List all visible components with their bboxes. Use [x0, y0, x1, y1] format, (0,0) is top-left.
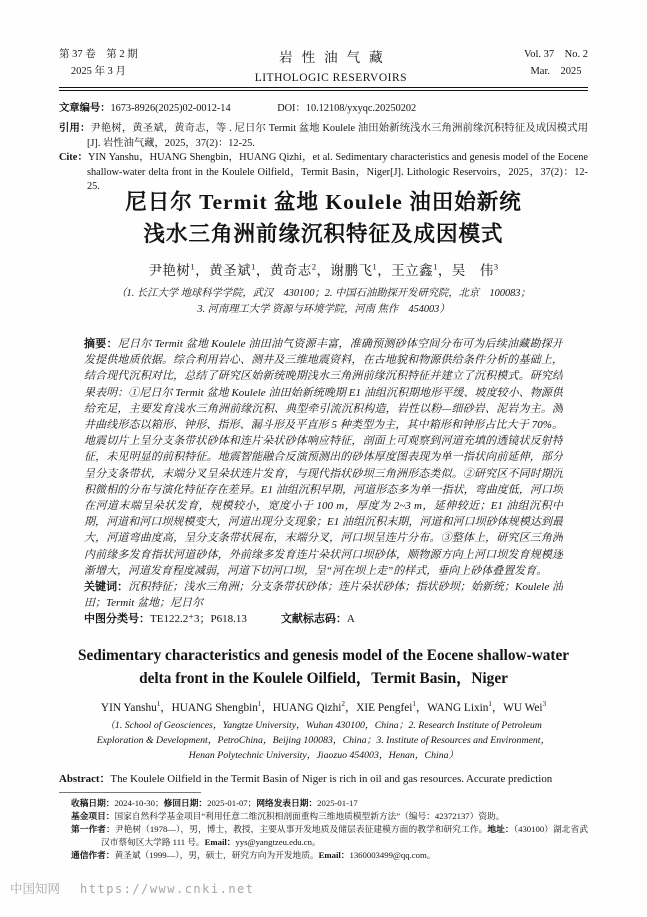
abstract-text: 尼日尔 Termit 盆地 Koulele 油田油气资源丰富，准确预测砂体空间分布可为后续油藏勘探开发提供地质依据。综合利用岩心、测井及三维地震资料，在古地貌和物源供给条件分析的基础上，结合现代沉积对比，总结了研究区始新统晚期浅水三角洲前缘沉积特征并建立了沉积模式。研究结果表明：①尼日尔 Termit 盆地 Koulele 油田始新统晚期 E1 油组沉积期地形平缓、坡度较小、物源供给充足，主要发育浅水三角洲前缘沉积、典型牵引流沉积构造，岩性以粉—细砂岩、泥岩为主。测井曲线形态以箱形、钟形、指形、漏斗形及平直形 5 种类型为主，其中箱形和钟形占比大于 70%。地震切片上呈分支条带状砂体和连片朵状砂体响应特征，剖面上可观察到河道充填的透镜状反射特征，未见明显的前积特征。地震智能融合反演预测出的砂体厚度图表现为单一指状向前延伸，部分呈分支条带状，末端分叉呈朵状连片发育，与现代指状砂坝三角洲形态类似。②研究区不同时期沉积微相的分布与演化特征存在差异。E1 油组沉积早期，河道形态多为单一指状，弯曲度低，河口坝在河道末端呈朵状发育，规模较小，宽度小于 100 m，厚度为 2~3 m，延伸较近；E1 油组沉积中期，河道和河口坝规模变大，河道出现分支现象；E1 油组沉积末期，河道和河口坝砂体规模达到最大，河道弯曲度高，呈分支条带状展布，末端分叉，河口坝呈连片分布。③整体上，研究区三角洲内前缘多发育指状河道砂体，外前缘多发育连片朵状河口坝砂体，顺物源方向上河口坝发育规模逐渐增大，河道发育程度减弱，河道下切河口坝，呈“河在坝上走”的样式，垂向上砂体叠置发育。: [84, 338, 563, 577]
address-label: 地址：: [487, 824, 514, 835]
citation-cn-label: 引用：: [59, 123, 91, 134]
footnotes: [71, 797, 588, 862]
footnote-fund: [71, 810, 588, 823]
header-divider: [59, 87, 588, 91]
affiliation-en-line: Henan Polytechnic University，Jiaozuo 454003，Henan，China）: [188, 749, 459, 761]
author-affil-superscript: 2: [311, 262, 317, 272]
volume-issue-cn: 第 37 卷 第 2 期: [59, 49, 138, 60]
affiliation-cn-line: 3. 河南理工大学 资源与环境学院，河南 焦作 454003）: [197, 304, 450, 316]
email-text: 1360003499@qq.com。: [349, 850, 436, 861]
first-author-label: 第一作者：: [71, 824, 115, 835]
affiliation-en-line: （1. School of Geosciences，Yangtze University，Wuhan 430100，China；2. Research Institute of Petroleum: [105, 720, 542, 731]
abstract-en-text: The Koulele Oilfield in the Termit Basin of Niger is rich in oil and gas resources. Accurate prediction: [110, 773, 553, 785]
abstract-en-label: Abstract：: [59, 773, 111, 785]
first-author-text: 尹艳树（1978—），男，博士，教授，主要从事开发地质及储层表征建模方面的教学和研究工作。: [114, 824, 488, 835]
revised-date-label: 修回日期：: [163, 798, 208, 808]
header-left: [59, 47, 138, 81]
author-en: HUANG Qizhi$^2$，: [272, 700, 357, 714]
abstract-en: [59, 770, 588, 786]
author-en: WANG Lixin$^1$，: [427, 700, 504, 714]
author-cn: 吴 伟$^3$: [451, 262, 499, 278]
author-cn: 尹艳树$^1$，: [148, 262, 210, 278]
article-meta-row: [59, 99, 588, 114]
doi-label: DOI：: [277, 103, 306, 114]
doc-code-value: A: [346, 613, 355, 626]
received-date: 2024-10-30；: [114, 798, 164, 808]
keywords-cn: [84, 579, 563, 611]
journal-title-cn: 岩性油气藏: [279, 50, 392, 65]
article-title-cn-line1: 尼日尔 Termit 盆地 Koulele 油田始新统: [125, 190, 522, 214]
citation-en-text: YIN Yanshu，HUANG Shengbin，HUANG Qizhi，et al. Sedimentary characteristics and genesis model of the Eocene shallow-water delta front in the Koulele Oilfield，Termit Basin，Niger[J]. Lithologic Reservoirs，2025，37(2)：12-25.: [87, 152, 588, 193]
author-affil-superscript: 1: [372, 262, 378, 272]
header-center: [255, 47, 407, 87]
article-title-cn: [0, 186, 647, 251]
header-right: [524, 47, 588, 81]
clc-value: TE122.2⁺3；P618.13: [150, 613, 247, 626]
watermark-url: https://www.cnki.net: [80, 882, 255, 896]
doi-value: 10.12108/yxyqc.20250202: [305, 103, 417, 114]
author-affil-superscript: 1: [190, 262, 196, 272]
email-text: yys@yangtzeu.edu.cn。: [235, 837, 321, 848]
author-affil-superscript: 1: [156, 700, 161, 709]
author-affil-superscript: 2: [341, 700, 345, 709]
author-affil-superscript: 1: [433, 262, 438, 272]
online-date: 2025-01-17: [317, 798, 358, 808]
corresponding-author-text: 黄圣斌（1999—），男，硕士，研究方向为开发地质。: [114, 850, 319, 861]
article-title-en-line1: Sedimentary characteristics and genesis model of the Eocene shallow-water: [77, 647, 570, 664]
author-en: WU Wei$^3$: [503, 700, 547, 714]
date-en: Mar. 2025: [530, 65, 582, 77]
author-cn: 谢鹏飞$^1$，: [330, 262, 392, 278]
author-affil-superscript: 1: [251, 262, 256, 272]
affiliation-en-line: Exploration & Development，PetroChina，Beijing 100083，China；3. Institute of Resources and Environment，: [96, 734, 551, 746]
author-affil-superscript: 1: [257, 700, 262, 709]
volume-issue-en: Vol. 37 No. 2: [524, 49, 588, 60]
journal-title-en: LITHOLOGIC RESERVOIRS: [254, 71, 408, 84]
watermark-cnki-text: 中国知网: [10, 882, 61, 896]
doc-code-label: 文献标志码：: [280, 613, 347, 626]
article-title-cn-line2: 浅水三角洲前缘沉积特征及成因模式: [143, 222, 504, 247]
authors-en: [0, 699, 647, 715]
author-cn: 王立鑫$^1$，: [391, 262, 452, 278]
footnote-corresponding: [71, 849, 588, 862]
cnki-watermark: [10, 879, 255, 897]
received-date-label: 收稿日期：: [71, 798, 115, 808]
author-affil-superscript: 1: [488, 700, 492, 709]
affiliations-cn: [0, 286, 647, 319]
author-en: HUANG Shengbin$^1$，: [171, 700, 273, 714]
author-cn: 黄圣斌$^1$，: [209, 262, 270, 278]
email-label: Email：: [318, 850, 350, 861]
clc-label: 中图分类号：: [84, 613, 150, 626]
affiliation-cn-line: （1. 长江大学 地球科学学院，武汉 430100；2. 中国石油勘探开发研究院，北京 100083；: [116, 288, 531, 299]
clc-row: [84, 611, 563, 627]
footnote-first-author: [71, 823, 588, 849]
author-cn: 黄奇志$^2$，: [269, 262, 331, 278]
citation-block: [59, 122, 588, 195]
corresponding-author-label: 通信作者：: [71, 850, 115, 861]
author-affil-superscript: 3: [493, 262, 499, 272]
author-affil-superscript: 1: [412, 700, 416, 709]
address-text: （430100）湖北省武汉市蔡甸区大学路 111 号。: [101, 824, 589, 848]
abstract-label: 摘要：: [84, 338, 118, 350]
keywords-text: 沉积特征；浅水三角洲；分支条带状砂体；连片朵状砂体；指状砂坝；始新统；Koulele 油田；Termit 盆地；尼日尔: [84, 581, 563, 610]
abstract-block: [84, 336, 563, 628]
article-title-en-line2: delta front in the Koulele Oilfield，Termit Basin，Niger: [139, 669, 508, 687]
abstract-cn: [84, 336, 563, 579]
citation-en-label: Cite：: [59, 152, 88, 164]
fund-text: 国家自然科学基金项目“利用任意二维沉积相剖面重构三维地质模型新方法”（编号：42372137）资助。: [114, 811, 505, 822]
fund-label: 基金项目：: [71, 811, 115, 822]
citation-cn: [59, 122, 588, 151]
authors-cn: [0, 259, 647, 279]
footnote-divider: [59, 792, 201, 793]
article-number-label: 文章编号：: [59, 103, 111, 114]
email-label: Email：: [204, 837, 236, 848]
keywords-label: 关键词：: [84, 581, 129, 594]
author-affil-superscript: 3: [542, 700, 547, 709]
affiliations-en: [50, 719, 597, 764]
date-cn: 2025 年 3 月: [70, 65, 126, 77]
article-title-en: [30, 645, 617, 691]
footnote-dates: [71, 797, 588, 810]
revised-date: 2025-01-07；: [207, 798, 257, 808]
author-en: XIE Pengfei$^1$，: [356, 700, 428, 714]
online-date-label: 网络发表日期：: [256, 798, 318, 808]
article-number: 1673-8926(2025)02-0012-14: [110, 103, 231, 114]
citation-cn-text: 尹艳树，黄圣斌，黄奇志，等 . 尼日尔 Termit 盆地 Koulele 油田始新统浅水三角洲前缘沉积特征及成因模式用[J]. 岩性油气藏，2025，37(2)：12-25.: [87, 123, 589, 149]
author-en: YIN Yanshu$^1$，: [100, 700, 172, 714]
journal-header: [59, 47, 588, 87]
